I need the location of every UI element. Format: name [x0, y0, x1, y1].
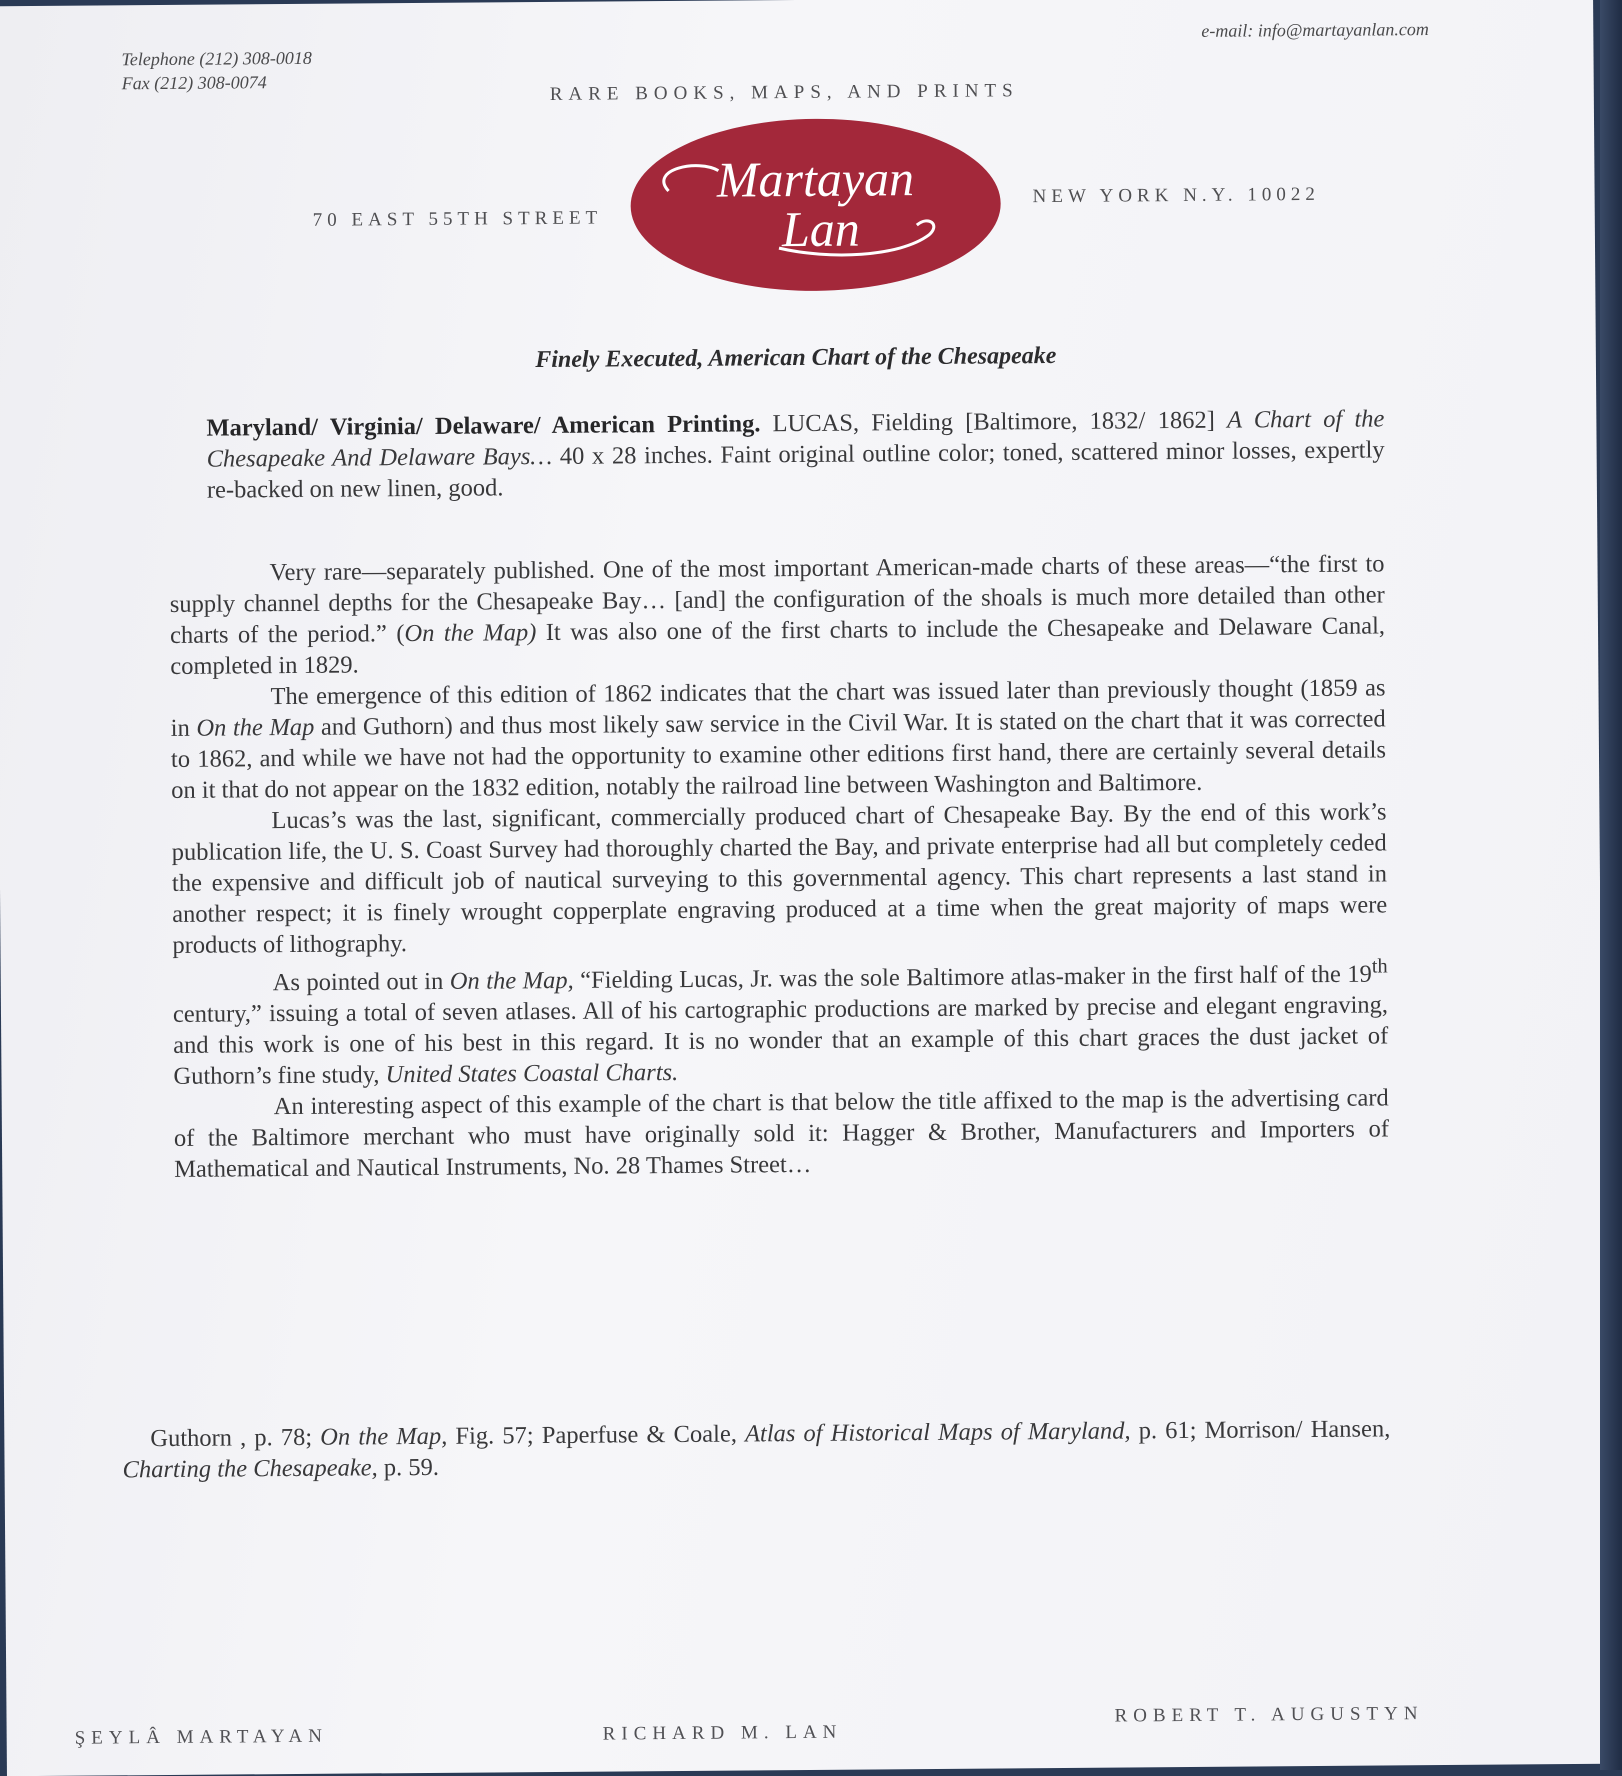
- footer-name-augustyn: ROBERT T. AUGUSTYN: [1114, 1703, 1424, 1727]
- entry-details: 40 x 28 inches. Faint original outline color; toned, scattered minor losses, expertly re-backed on new linen, good.: [206, 436, 1385, 504]
- page-edge-background: [1600, 0, 1622, 1770]
- entry-author-date: LUCAS, Fielding [Baltimore, 1832/ 1862]: [772, 406, 1215, 438]
- catalog-entry: [206, 403, 1385, 505]
- fax: Fax (212) 308-0074: [121, 72, 267, 94]
- logo-text-line2: Lan: [781, 200, 860, 258]
- logo-text-line1: Martayan: [716, 150, 915, 208]
- references: [122, 1413, 1390, 1485]
- paragraph-1: Very rare—separately published. One of the most important American-made charts of these areas—“the first to supply channel depths for the Chesapeake Bay… [and] the configuration of the shoals is much more detailed than other charts of the period.” (On the Map) It was also one of the first charts to include the Chesapeake and Delaware Canal, completed in 1829.: [169, 550, 1386, 680]
- paragraph-3: Lucas’s was the last, significant, commercially produced chart of Chesapeake Bay. By the end of this work’s publication life, the U. S. Coast Survey had thoroughly charted the Bay, and private enterprise had all but completely ceded the expensive and difficult job of nautical surveying to this governmental agency. This chart represents a last stand in another respect; it is finely wrought copperplate engraving produced at a time when the great majority of maps were products of lithography.: [171, 798, 1388, 959]
- body-text: [169, 548, 1389, 1185]
- email: e-mail: info@martayanlan.com: [1201, 19, 1429, 41]
- paragraph-4: As pointed out in On the Map, “Fielding Lucas, Jr. was the sole Baltimore atlas-maker in the first half of the 19th century,” issuing a total of seven atlases. All of his cartographic productions are marked by precise and elegant engraving, and this work is one of his best in this regard. It is no wonder that an example of this chart graces the dust jacket of Guthorn’s fine study, United States Coastal Charts.: [172, 955, 1389, 1091]
- entry-subject: Maryland/ Virginia/ Delaware/ American Printing.: [206, 410, 761, 442]
- footer-name-martayan: ŞEYLÂ MARTAYAN: [74, 1725, 329, 1749]
- telephone: Telephone (212) 308-0018: [121, 47, 312, 70]
- paragraph-5: An interesting aspect of this example of the chart is that below the title affixed to the map is the advertising card of the Baltimore merchant who must have originally sold it: Hagger & Brother, Manufacturers and Importers of Mathematical and Nautical Instruments, No. 28 Thames Street…: [173, 1084, 1390, 1184]
- footer-name-lan: RICHARD M. LAN: [602, 1721, 843, 1745]
- paragraph-2: The emergence of this edition of 1862 indicates that the chart was issued later than previously thought (1859 as in On the Map and Guthorn) and thus most likely saw service in the Civil War. It is stated on the chart that it was corrected to 1862, and while we have not had the opportunity to examine other editions first hand, there are certainly several details on it that do not appear on the 1832 edition, notably the railroad line between Washington and Baltimore.: [170, 674, 1387, 804]
- street-address: 70 EAST 55TH STREET: [312, 207, 603, 231]
- tagline: RARE BOOKS, MAPS, AND PRINTS: [549, 80, 1019, 105]
- martayan-lan-logo: [628, 116, 1003, 293]
- references-text: Guthorn , p. 78; On the Map, Fig. 57; Paperfuse & Coale, Atlas of Historical Maps of Maryland, p. 61; Morrison/ Hansen, Charting the Chesapeake, p. 59.: [122, 1415, 1391, 1484]
- document-title: Finely Executed, American Chart of the Chesapeake: [535, 342, 1057, 374]
- city-address: NEW YORK N.Y. 10022: [1032, 183, 1320, 208]
- entry-work-title: A Chart of the Chesapeake And Delaware Bays…: [206, 405, 1385, 473]
